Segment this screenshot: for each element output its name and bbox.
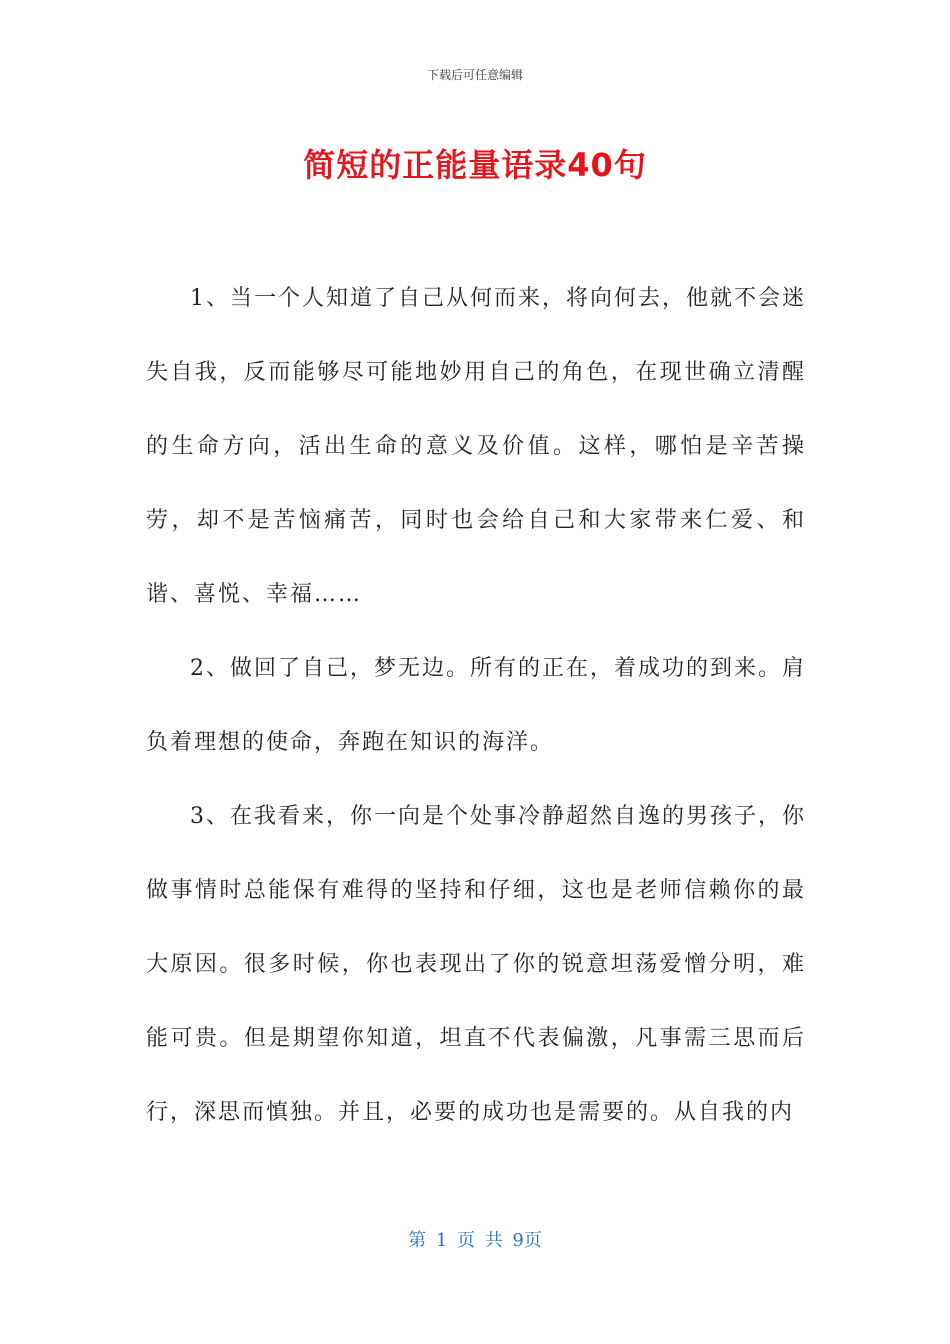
header-note: 下载后可任意编辑 [426,68,523,82]
paragraph-2: 2、做回了自己，梦无边。所有的正在，着成功的到来。肩负着理想的使命，奔跑在知识的海洋。 [146,656,806,755]
document-body [146,262,806,1150]
document-title: 简短的正能量语录40句 [303,146,647,184]
paragraph-3: 3、在我看来，你一向是个处事冷静超然自逸的男孩子，你做事情时总能保有难得的坚持和仔细，这也是老师信赖你的最大原因。很多时候，你也表现出了你的锐意坦荡爱憎分明，难能可贵。但是期望你知道，坦直不代表偏激，凡事需三思而后行，深思而慎独。并且，必要的成功也是需要的。从自我的内 [146,804,806,1125]
page-number-footer: 第 1 页 共 9页 [408,1230,542,1251]
paragraph-1: 1、当一个人知道了自己从何而来，将向何去，他就不会迷失自我，反而能够尽可能地妙用自己的角色，在现世确立清醒的生命方向，活出生命的意义及价值。这样，哪怕是辛苦操劳，却不是苦恼痛苦，同时也会给自己和大家带来仁爱、和谐、喜悦、幸福…… [146,286,806,607]
